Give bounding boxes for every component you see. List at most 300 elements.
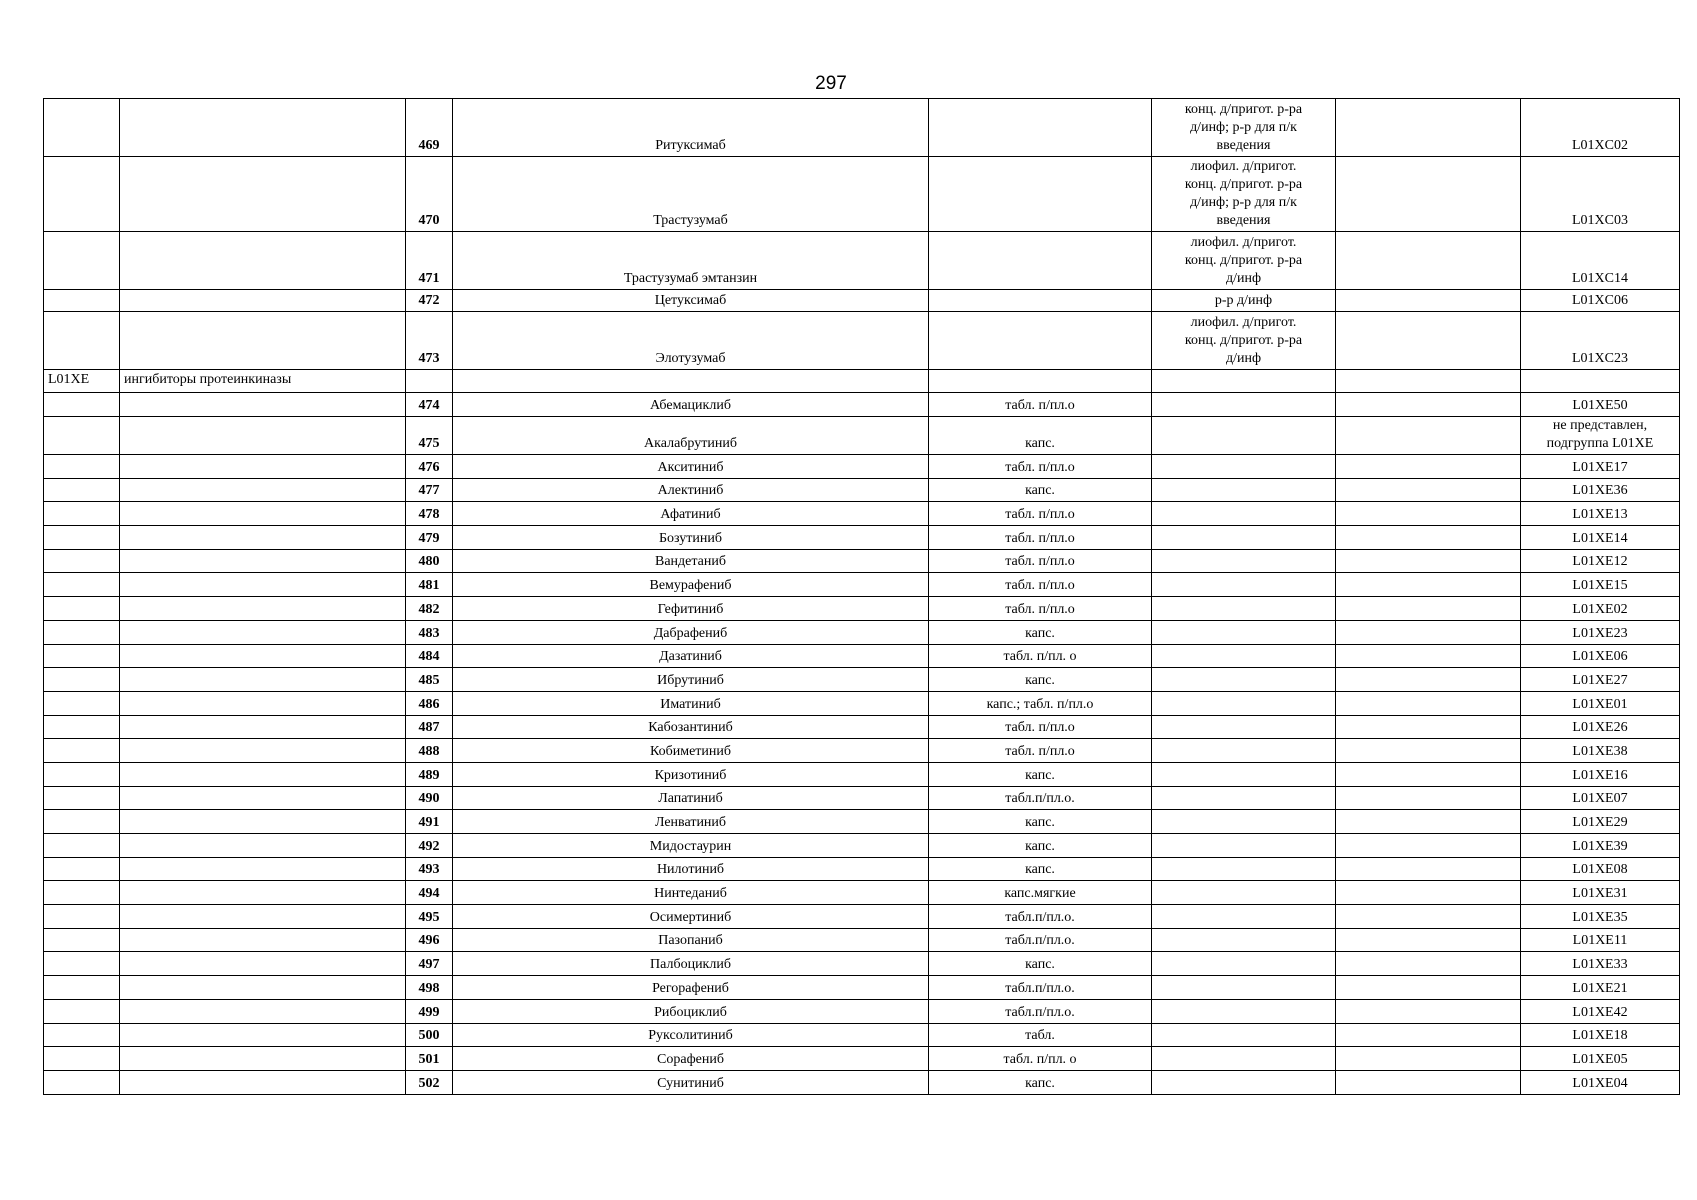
atc-group-code-cell xyxy=(44,157,120,232)
group-name-cell xyxy=(120,762,406,786)
dosage-form-cell: табл. п/пл. о xyxy=(929,1047,1152,1071)
table-body xyxy=(44,99,1680,1095)
extra-cell xyxy=(1336,857,1521,881)
row-number-cell: 492 xyxy=(406,834,453,858)
extra-cell xyxy=(1336,905,1521,929)
drug-name-cell: Бозутиниб xyxy=(453,526,929,550)
row-number-cell: 471 xyxy=(406,232,453,290)
table-row xyxy=(44,417,1680,455)
row-number-cell: 485 xyxy=(406,668,453,692)
atc-group-code-cell xyxy=(44,1070,120,1094)
table-row xyxy=(44,502,1680,526)
extra-cell xyxy=(1336,928,1521,952)
row-number-cell: 483 xyxy=(406,620,453,644)
table-row xyxy=(44,393,1680,417)
atc-group-code-cell xyxy=(44,999,120,1023)
atc-group-code-cell xyxy=(44,762,120,786)
dosage-form-cell: капс. xyxy=(929,417,1152,455)
table-row xyxy=(44,1070,1680,1094)
atc-code-cell-line: L01XE42 xyxy=(1572,1004,1628,1020)
group-name-cell xyxy=(120,999,406,1023)
atc-code-cell xyxy=(1521,739,1680,763)
atc-code-cell xyxy=(1521,834,1680,858)
drug-name-cell: Элотузумаб xyxy=(453,312,929,370)
dosage-form-cell: табл. п/пл.о xyxy=(929,597,1152,621)
dosage-form-cell: табл. п/пл.о xyxy=(929,739,1152,763)
row-number-cell: 474 xyxy=(406,393,453,417)
row-number-cell: 475 xyxy=(406,417,453,455)
drug-name-cell: Нинтеданиб xyxy=(453,881,929,905)
atc-code-cell xyxy=(1521,526,1680,550)
atc-code-cell-line: L01XC06 xyxy=(1572,293,1628,308)
dosage-form-alt-cell xyxy=(1152,786,1336,810)
group-name-cell xyxy=(120,691,406,715)
drug-name-cell: Вемурафениб xyxy=(453,573,929,597)
table-row xyxy=(44,526,1680,550)
atc-code-cell xyxy=(1521,762,1680,786)
extra-cell xyxy=(1336,573,1521,597)
atc-group-code-cell xyxy=(44,786,120,810)
atc-code-cell xyxy=(1521,999,1680,1023)
dosage-form-cell xyxy=(929,99,1152,157)
extra-cell xyxy=(1336,739,1521,763)
group-name-cell xyxy=(120,99,406,157)
dosage-form-cell xyxy=(929,312,1152,370)
dosage-form-cell: табл. п/пл. о xyxy=(929,644,1152,668)
atc-code-cell xyxy=(1521,573,1680,597)
atc-code-cell-line: L01XE31 xyxy=(1572,886,1628,902)
dosage-form-alt-cell xyxy=(1152,620,1336,644)
drug-name-cell: Вандетаниб xyxy=(453,549,929,573)
atc-code-cell-line: L01XE29 xyxy=(1572,815,1628,830)
atc-code-cell xyxy=(1521,99,1680,157)
group-name-cell xyxy=(120,157,406,232)
row-number-cell: 500 xyxy=(406,1023,453,1047)
table-row xyxy=(44,952,1680,976)
atc-code-cell xyxy=(1521,1047,1680,1071)
drug-name-cell: Сунитиниб xyxy=(453,1070,929,1094)
atc-code-cell xyxy=(1521,597,1680,621)
dosage-form-alt-cell-line: введения xyxy=(1216,138,1271,153)
atc-group-code-cell xyxy=(44,1047,120,1071)
dosage-form-alt-cell-line: д/инф; р-р для п/к xyxy=(1190,195,1297,210)
dosage-form-cell: табл. п/пл.о xyxy=(929,526,1152,550)
group-name-cell xyxy=(120,786,406,810)
dosage-form-cell: капс. xyxy=(929,857,1152,881)
drug-name-cell: Ибрутиниб xyxy=(453,668,929,692)
extra-cell xyxy=(1336,290,1521,312)
extra-cell xyxy=(1336,232,1521,290)
extra-cell xyxy=(1336,1047,1521,1071)
dosage-form-alt-cell-line: конц. д/пригот. р-ра xyxy=(1184,253,1303,268)
table-row xyxy=(44,232,1680,290)
table-row xyxy=(44,620,1680,644)
dosage-form-cell: табл. п/пл.о xyxy=(929,573,1152,597)
row-number-cell: 496 xyxy=(406,928,453,952)
extra-cell xyxy=(1336,455,1521,479)
atc-code-cell xyxy=(1521,312,1680,370)
atc-code-cell-line: L01XE33 xyxy=(1572,957,1628,973)
table-row xyxy=(44,549,1680,573)
dosage-form-alt-cell xyxy=(1152,857,1336,881)
dosage-form-alt-cell xyxy=(1152,976,1336,1000)
atc-group-code-cell xyxy=(44,739,120,763)
dosage-form-alt-cell-line: лиофил. д/пригот. xyxy=(1190,235,1297,250)
atc-group-code-cell xyxy=(44,928,120,952)
drug-name-cell: Дабрафениб xyxy=(453,620,929,644)
dosage-form-alt-cell xyxy=(1152,762,1336,786)
drug-name-cell: Регорафениб xyxy=(453,976,929,1000)
dosage-form-alt-cell-line: д/инф; р-р для п/к xyxy=(1190,120,1297,135)
dosage-form-alt-cell xyxy=(1152,502,1336,526)
dosage-form-cell: капс. xyxy=(929,952,1152,976)
extra-cell xyxy=(1336,157,1521,232)
row-number-cell: 495 xyxy=(406,905,453,929)
dosage-form-alt-cell xyxy=(1152,905,1336,929)
group-name-cell xyxy=(120,976,406,1000)
dosage-form-cell: табл.п/пл.о. xyxy=(929,928,1152,952)
dosage-form-cell xyxy=(929,370,1152,393)
atc-code-cell-line: L01XE21 xyxy=(1572,980,1628,996)
drug-name-cell: Цетуксимаб xyxy=(453,290,929,312)
table-row xyxy=(44,668,1680,692)
atc-code-cell xyxy=(1521,393,1680,417)
atc-code-cell xyxy=(1521,290,1680,312)
table-row xyxy=(44,976,1680,1000)
atc-group-code-cell xyxy=(44,478,120,502)
group-name-cell xyxy=(120,290,406,312)
extra-cell xyxy=(1336,1070,1521,1094)
group-name-cell xyxy=(120,417,406,455)
dosage-form-alt-cell xyxy=(1152,644,1336,668)
dosage-form-cell: капс. xyxy=(929,620,1152,644)
atc-code-cell xyxy=(1521,857,1680,881)
row-number-cell: 502 xyxy=(406,1070,453,1094)
row-number-cell: 473 xyxy=(406,312,453,370)
drug-name-cell: Ленватиниб xyxy=(453,810,929,834)
atc-group-code-cell xyxy=(44,976,120,1000)
atc-group-code-cell xyxy=(44,834,120,858)
atc-group-code-cell xyxy=(44,232,120,290)
group-name-cell xyxy=(120,312,406,370)
table-row xyxy=(44,644,1680,668)
dosage-form-cell: табл. п/пл.о xyxy=(929,715,1152,739)
dosage-form-cell xyxy=(929,290,1152,312)
row-number-cell: 486 xyxy=(406,691,453,715)
atc-code-cell-line: подгруппа L01XE xyxy=(1546,436,1654,451)
atc-code-cell xyxy=(1521,455,1680,479)
dosage-form-alt-cell xyxy=(1152,417,1336,455)
drug-name-cell: Трастузумаб эмтанзин xyxy=(453,232,929,290)
dosage-form-alt-cell-line: д/инф xyxy=(1225,351,1262,366)
extra-cell xyxy=(1336,478,1521,502)
drug-name-cell: Акситиниб xyxy=(453,455,929,479)
dosage-form-alt-cell-line: конц. д/пригот. р-ра xyxy=(1184,333,1303,348)
extra-cell xyxy=(1336,691,1521,715)
dosage-form-alt-cell xyxy=(1152,1023,1336,1047)
dosage-form-alt-cell-line: введения xyxy=(1216,213,1271,228)
dosage-form-alt-cell xyxy=(1152,715,1336,739)
atc-group-code-cell xyxy=(44,597,120,621)
atc-group-code-cell xyxy=(44,668,120,692)
dosage-form-alt-cell xyxy=(1152,549,1336,573)
drug-name-cell: Пазопаниб xyxy=(453,928,929,952)
dosage-form-cell: капс. xyxy=(929,810,1152,834)
atc-group-code-cell xyxy=(44,502,120,526)
table-row xyxy=(44,881,1680,905)
atc-code-cell-line: L01XE04 xyxy=(1572,1075,1628,1091)
atc-code-cell-line: L01XE15 xyxy=(1572,578,1628,594)
atc-group-code-cell xyxy=(44,290,120,312)
atc-group-code-cell xyxy=(44,526,120,550)
table-row xyxy=(44,455,1680,479)
table-row xyxy=(44,312,1680,370)
dosage-form-alt-cell xyxy=(1152,312,1336,370)
dosage-form-alt-cell xyxy=(1152,597,1336,621)
group-name-cell xyxy=(120,620,406,644)
atc-code-cell-line: L01XE16 xyxy=(1572,767,1628,783)
extra-cell xyxy=(1336,549,1521,573)
drug-name-cell: Сорафениб xyxy=(453,1047,929,1071)
dosage-form-cell xyxy=(929,232,1152,290)
atc-group-code-cell xyxy=(44,393,120,417)
atc-code-cell-line: L01XE17 xyxy=(1572,459,1628,475)
atc-group-code-cell xyxy=(44,417,120,455)
dosage-form-cell: капс.; табл. п/пл.о xyxy=(929,691,1152,715)
atc-code-cell-line: L01XE12 xyxy=(1572,554,1628,570)
dosage-form-cell: капс. xyxy=(929,478,1152,502)
group-name-cell: ингибиторы протеинкиназы xyxy=(120,370,406,393)
dosage-form-cell: табл. xyxy=(929,1023,1152,1047)
atc-code-cell-line: L01XE08 xyxy=(1572,862,1628,878)
atc-code-cell-line: L01XE07 xyxy=(1572,791,1628,807)
group-name-cell xyxy=(120,739,406,763)
atc-code-cell xyxy=(1521,370,1680,393)
group-name-cell xyxy=(120,502,406,526)
atc-code-cell xyxy=(1521,1070,1680,1094)
row-number-cell: 490 xyxy=(406,786,453,810)
page-number: 297 xyxy=(815,73,847,94)
table-row xyxy=(44,810,1680,834)
dosage-form-cell: табл. п/пл.о xyxy=(929,549,1152,573)
row-number-cell: 498 xyxy=(406,976,453,1000)
group-name-cell xyxy=(120,905,406,929)
dosage-form-alt-cell xyxy=(1152,1047,1336,1071)
atc-group-code-cell xyxy=(44,1023,120,1047)
dosage-form-cell: табл.п/пл.о. xyxy=(929,905,1152,929)
dosage-form-alt-cell xyxy=(1152,928,1336,952)
atc-code-cell-line: L01XC03 xyxy=(1572,213,1628,228)
atc-code-cell-line: L01XE05 xyxy=(1572,1051,1628,1067)
extra-cell xyxy=(1336,312,1521,370)
group-name-cell xyxy=(120,455,406,479)
dosage-form-alt-cell xyxy=(1152,290,1336,312)
dosage-form-alt-cell-line: конц. д/пригот. р-ра xyxy=(1184,177,1303,192)
dosage-form-alt-cell xyxy=(1152,810,1336,834)
atc-group-code-cell xyxy=(44,905,120,929)
group-name-cell xyxy=(120,952,406,976)
drug-name-cell: Кобиметиниб xyxy=(453,739,929,763)
atc-code-cell-line: L01XE27 xyxy=(1572,672,1628,688)
extra-cell xyxy=(1336,999,1521,1023)
atc-code-cell xyxy=(1521,715,1680,739)
dosage-form-alt-cell xyxy=(1152,455,1336,479)
group-name-cell xyxy=(120,881,406,905)
table-row xyxy=(44,715,1680,739)
table-row xyxy=(44,597,1680,621)
drug-name-cell: Алектиниб xyxy=(453,478,929,502)
atc-code-cell xyxy=(1521,668,1680,692)
table-row xyxy=(44,478,1680,502)
extra-cell xyxy=(1336,881,1521,905)
atc-group-code-cell xyxy=(44,857,120,881)
table-row xyxy=(44,928,1680,952)
group-name-cell xyxy=(120,1070,406,1094)
drug-name-cell: Кризотиниб xyxy=(453,762,929,786)
atc-code-cell xyxy=(1521,620,1680,644)
row-number-cell: 494 xyxy=(406,881,453,905)
atc-group-code-cell xyxy=(44,573,120,597)
table-row xyxy=(44,1047,1680,1071)
group-name-cell xyxy=(120,834,406,858)
atc-code-cell xyxy=(1521,1023,1680,1047)
atc-code-cell-line: L01XE39 xyxy=(1572,838,1628,854)
drug-name-cell: Иматиниб xyxy=(453,691,929,715)
drug-name-cell: Афатиниб xyxy=(453,502,929,526)
drug-name-cell: Лапатиниб xyxy=(453,786,929,810)
extra-cell xyxy=(1336,976,1521,1000)
group-name-cell xyxy=(120,549,406,573)
atc-code-cell xyxy=(1521,157,1680,232)
drug-table xyxy=(43,98,1680,1095)
atc-group-code-cell xyxy=(44,810,120,834)
atc-code-cell-line: L01XE36 xyxy=(1572,483,1628,499)
group-name-cell xyxy=(120,393,406,417)
atc-code-cell xyxy=(1521,644,1680,668)
atc-code-cell xyxy=(1521,928,1680,952)
atc-code-cell xyxy=(1521,786,1680,810)
row-number-cell: 487 xyxy=(406,715,453,739)
group-name-cell xyxy=(120,478,406,502)
dosage-form-alt-cell xyxy=(1152,691,1336,715)
table-row xyxy=(44,739,1680,763)
atc-code-cell xyxy=(1521,232,1680,290)
atc-group-code-cell xyxy=(44,620,120,644)
group-name-cell xyxy=(120,573,406,597)
atc-group-code-cell xyxy=(44,455,120,479)
atc-group-code-cell xyxy=(44,549,120,573)
row-number-cell: 493 xyxy=(406,857,453,881)
group-name-cell xyxy=(120,597,406,621)
group-name-cell xyxy=(120,668,406,692)
drug-name-cell: Руксолитиниб xyxy=(453,1023,929,1047)
row-number-cell: 479 xyxy=(406,526,453,550)
row-number-cell: 478 xyxy=(406,502,453,526)
atc-code-cell-line: L01XE23 xyxy=(1572,625,1628,641)
atc-code-cell xyxy=(1521,976,1680,1000)
row-number-cell: 484 xyxy=(406,644,453,668)
atc-code-cell-line: L01XE18 xyxy=(1572,1028,1628,1044)
dosage-form-alt-cell xyxy=(1152,573,1336,597)
row-number-cell: 481 xyxy=(406,573,453,597)
dosage-form-alt-cell-line: лиофил. д/пригот. xyxy=(1190,315,1297,330)
extra-cell xyxy=(1336,620,1521,644)
extra-cell xyxy=(1336,370,1521,393)
atc-code-cell-line: L01XE14 xyxy=(1572,530,1628,546)
dosage-form-alt-cell xyxy=(1152,370,1336,393)
atc-code-cell xyxy=(1521,691,1680,715)
row-number-cell: 477 xyxy=(406,478,453,502)
atc-code-cell-line: L01XE11 xyxy=(1572,933,1628,949)
row-number-cell: 497 xyxy=(406,952,453,976)
row-number-cell: 472 xyxy=(406,290,453,312)
group-name-cell xyxy=(120,232,406,290)
atc-group-code-cell xyxy=(44,952,120,976)
table-row xyxy=(44,786,1680,810)
extra-cell xyxy=(1336,834,1521,858)
drug-name-cell: Дазатиниб xyxy=(453,644,929,668)
dosage-form-alt-cell xyxy=(1152,739,1336,763)
atc-code-cell xyxy=(1521,881,1680,905)
table-row xyxy=(44,857,1680,881)
atc-code-cell xyxy=(1521,549,1680,573)
extra-cell xyxy=(1336,668,1521,692)
dosage-form-alt-cell xyxy=(1152,834,1336,858)
atc-group-code-cell xyxy=(44,99,120,157)
atc-code-cell-line: L01XC02 xyxy=(1572,138,1628,153)
row-number-cell: 501 xyxy=(406,1047,453,1071)
atc-group-code-cell xyxy=(44,715,120,739)
row-number-cell: 480 xyxy=(406,549,453,573)
group-name-cell xyxy=(120,1023,406,1047)
table-row xyxy=(44,573,1680,597)
drug-name-cell: Акалабрутиниб xyxy=(453,417,929,455)
extra-cell xyxy=(1336,644,1521,668)
row-number-cell: 488 xyxy=(406,739,453,763)
drug-name-cell: Абемациклиб xyxy=(453,393,929,417)
group-name-cell xyxy=(120,810,406,834)
group-row xyxy=(44,370,1680,393)
row-number-cell: 491 xyxy=(406,810,453,834)
dosage-form-cell: капс. xyxy=(929,834,1152,858)
atc-code-cell-line: L01XE02 xyxy=(1572,601,1628,617)
table-row xyxy=(44,905,1680,929)
table-row xyxy=(44,1023,1680,1047)
atc-code-cell-line: L01XC14 xyxy=(1572,271,1628,286)
atc-code-cell xyxy=(1521,478,1680,502)
atc-code-cell-line: L01XE38 xyxy=(1572,743,1628,759)
atc-code-cell-line: L01XE26 xyxy=(1572,720,1628,736)
dosage-form-cell: капс. xyxy=(929,762,1152,786)
drug-name-cell: Ритуксимаб xyxy=(453,99,929,157)
atc-code-cell-line: L01XE13 xyxy=(1572,507,1628,523)
dosage-form-alt-cell xyxy=(1152,526,1336,550)
dosage-form-cell: табл.п/пл.о. xyxy=(929,786,1152,810)
dosage-form-alt-cell xyxy=(1152,157,1336,232)
extra-cell xyxy=(1336,762,1521,786)
drug-name-cell: Кабозантиниб xyxy=(453,715,929,739)
table-row xyxy=(44,834,1680,858)
drug-name-cell: Осимертиниб xyxy=(453,905,929,929)
atc-group-code-cell: L01XE xyxy=(44,370,120,393)
dosage-form-cell: табл. п/пл.о xyxy=(929,502,1152,526)
group-name-cell xyxy=(120,526,406,550)
table-row xyxy=(44,691,1680,715)
atc-group-code-cell xyxy=(44,644,120,668)
table-row xyxy=(44,99,1680,157)
drug-name-cell xyxy=(453,370,929,393)
extra-cell xyxy=(1336,810,1521,834)
